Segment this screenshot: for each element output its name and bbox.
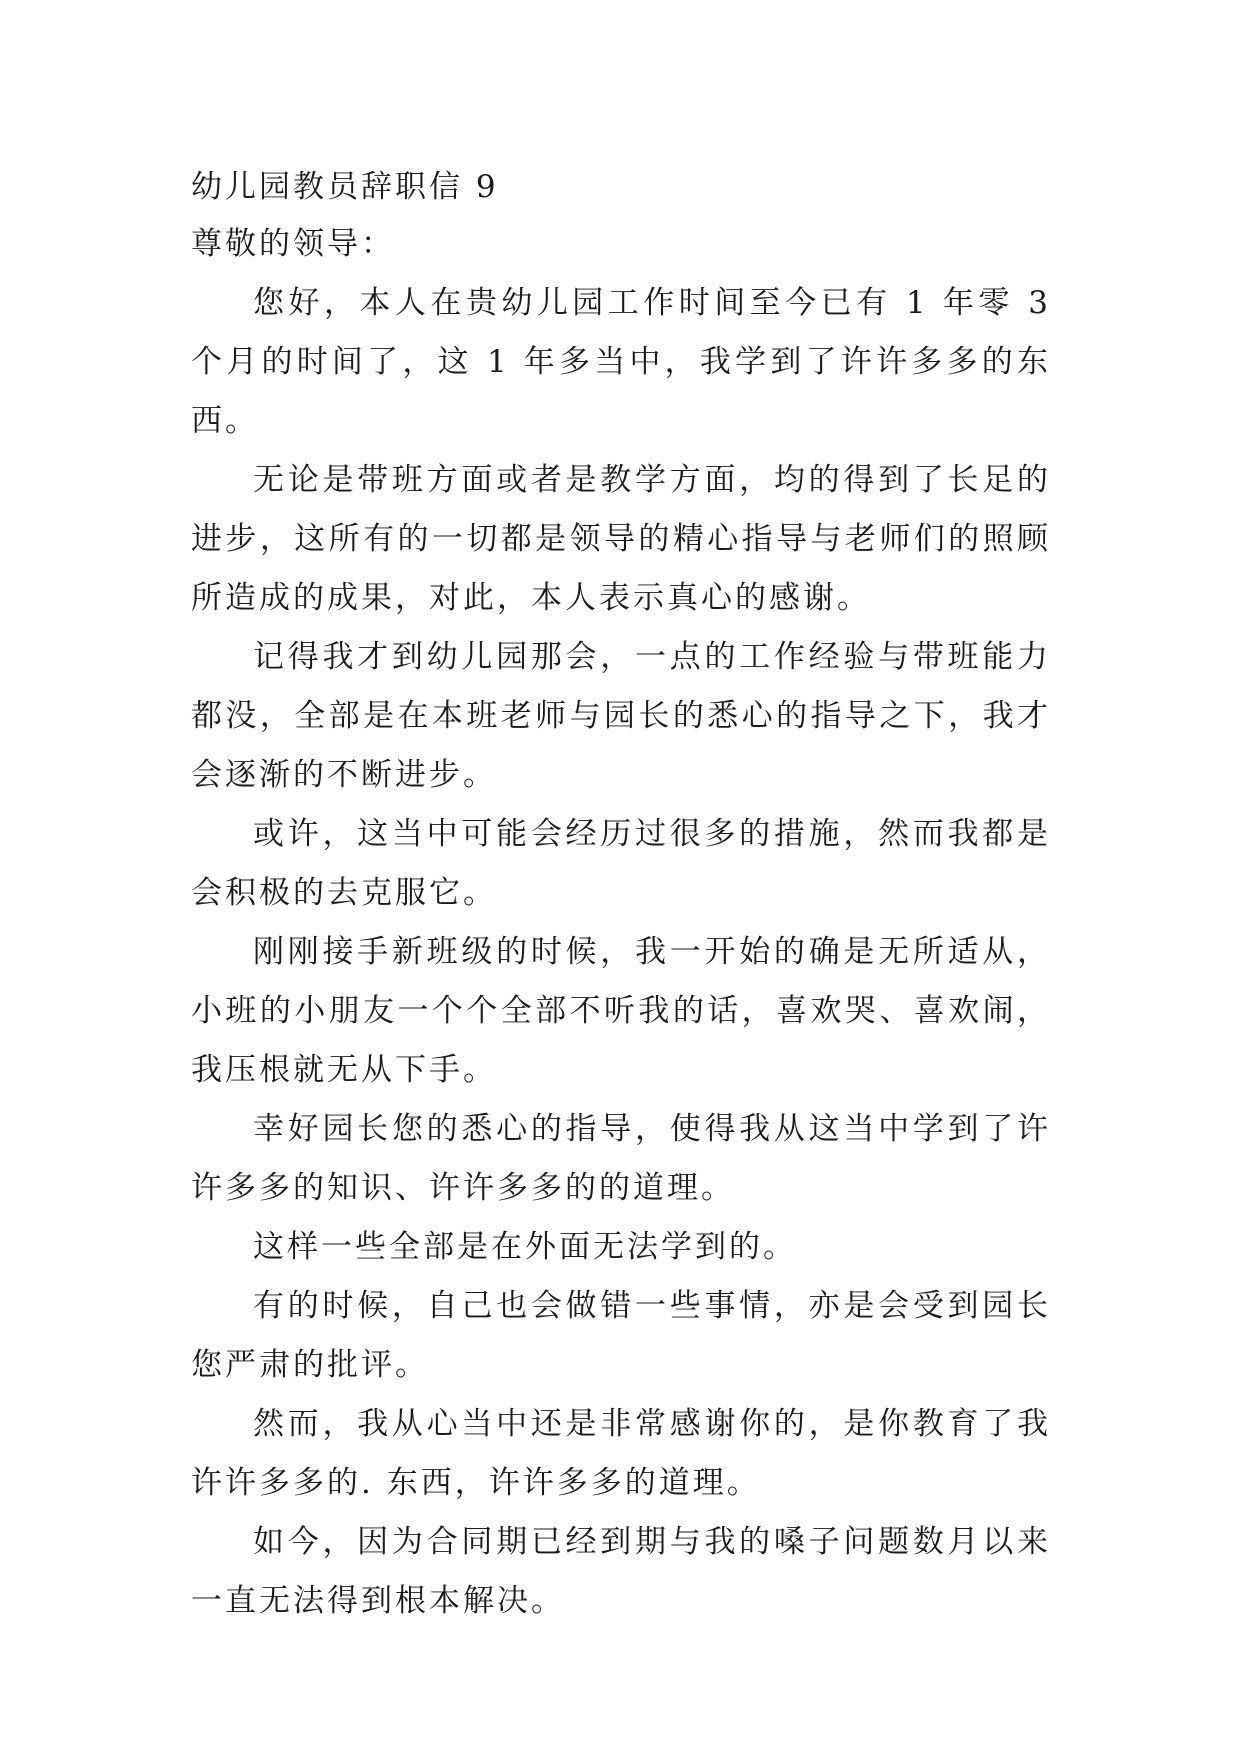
paragraph: 或许，这当中可能会经历过很多的措施，然而我都是会积极的去克服它。 bbox=[191, 816, 1051, 911]
paragraph: 然而，我从心当中还是非常感谢你的，是你教育了我许许多多的. 东西，许许多多的道理。 bbox=[191, 1406, 1051, 1501]
paragraph: 您好，本人在贵幼儿园工作时间至今已有 1 年零 3 个月的时间了，这 1 年多当中，我学到了许许多多的东西。 bbox=[191, 285, 1051, 439]
paragraph: 有的时候，自己也会做错一些事情，亦是会受到园长您严肃的批评。 bbox=[191, 1288, 1051, 1383]
salutation: 尊敬的领导： bbox=[191, 226, 395, 262]
document-title: 幼儿园教员辞职信 9 bbox=[191, 169, 499, 205]
paragraph: 记得我才到幼儿园那会，一点的工作经验与带班能力都没，全部是在本班老师与园长的悉心的指导之下，我才会逐渐的不断进步。 bbox=[191, 639, 1051, 793]
paragraph: 幸好园长您的悉心的指导，使得我从这当中学到了许许多多的知识、许许多多的的道理。 bbox=[191, 1111, 1051, 1206]
paragraph: 这样一些全部是在外面无法学到的。 bbox=[253, 1229, 797, 1265]
paragraph: 刚刚接手新班级的时候，我一开始的确是无所适从，小班的小朋友一个个全部不听我的话，喜欢哭、喜欢闹，我压根就无从下手。 bbox=[191, 934, 1051, 1088]
paragraph: 无论是带班方面或者是教学方面，均的得到了长足的进步，这所有的一切都是领导的精心指导与老师们的照顾所造成的成果，对此，本人表示真心的感谢。 bbox=[191, 462, 1051, 616]
document-page bbox=[191, 160, 1051, 1631]
paragraph: 如今，因为合同期已经到期与我的嗓子问题数月以来一直无法得到根本解决。 bbox=[191, 1524, 1051, 1619]
